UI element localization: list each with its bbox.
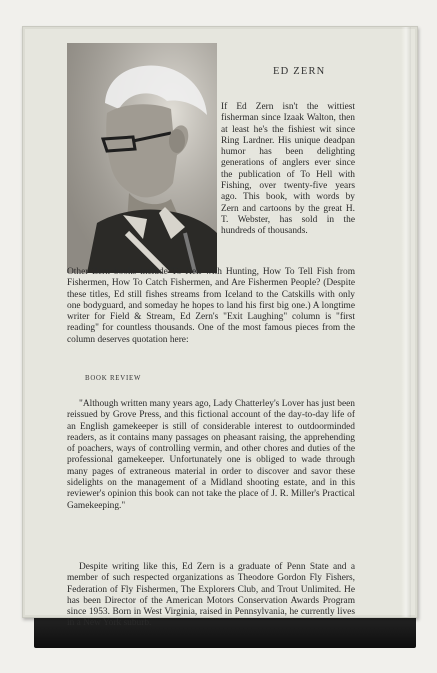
closing-biography: Despite writing like this, Ed Zern is a graduate of Penn State and a member of such respected organizations as Theodore Gordon Fly Fishers, Federation of Fly Fishermen, The Explorers Club, and Trout Unlimited. He has been Director of the American Motors Conservation Awards Program since 1953. Born in West Virginia, raised in Pennsylvania, he currently lives in a New York suburb. bbox=[67, 562, 355, 629]
book-review-quote: "Although written many years ago, Lady Chatterley's Lover has just been reissued by Grove Press, and this fictional account of the day-to-day life of an English gamekeeper is still of considerable interest to outdoorminded readers, as it contains many passages on pheasant raising, the apprehending of poachers, ways of controlling vermin, and other chores and duties of the professional gamekeeper. Unfortunately one is obliged to wade through many pages of extraneous material in order to discover and savor these sidelights on the management of a Midland shooting estate, and in this reviewer's opinion this book can not take the place of J. R. Miller's Practical Gamekeeping." bbox=[67, 399, 355, 511]
bio-paragraph-top bbox=[221, 102, 355, 238]
book-review-label: BOOK REVIEW bbox=[85, 375, 142, 382]
author-heading: ED ZERN bbox=[273, 66, 326, 77]
author-photo bbox=[67, 43, 217, 273]
bio-beside-photo-text: If Ed Zern isn't the wittiest fisherman since Izaak Walton, then at least he's the fishiest wit since Ring Lardner. His unique deadpan humor has been delighting generations of anglers ever since the publication of To Hell with Fishing, over twenty-five years ago. This book, with words by Zern and cartoons by the great H. T. Webster, has sold in the hundreds of thousands. bbox=[221, 102, 355, 237]
bio-paragraph-bottom bbox=[67, 267, 355, 346]
dust-jacket bbox=[22, 26, 418, 629]
bio-below-photo-text: Other Zern books include To Hell with Hunting, How To Tell Fish from Fishermen, How To Catch Fishermen, and Are Fishermen People? (Despite these titles, Ed still fishes streams from Iceland to the Catskills with only one bodyguard, and someday he hopes to land his first big one.) A longtime writer for Field & Stream, Ed Zern's "Exit Laughing" column is "first reading" for countless thousands. One of the most famous pieces from the column deserves quotation here: bbox=[67, 267, 355, 345]
author-portrait-illustration bbox=[67, 43, 217, 273]
